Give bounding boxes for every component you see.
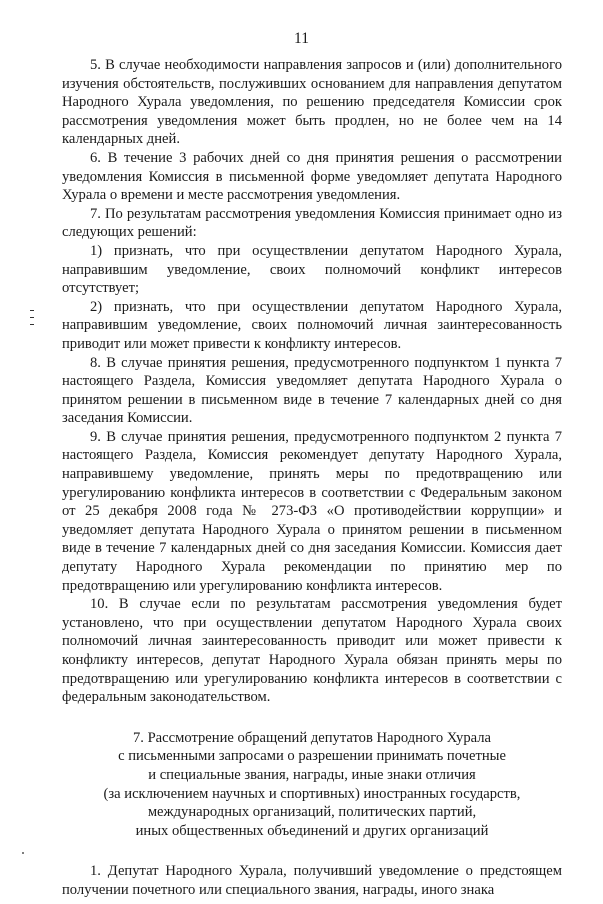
document-body xyxy=(62,56,562,900)
paragraph-7-sub-1: 1) признать, что при осуществлении депутатом Народного Хурала, направившим уведомление, своих полномочий конфликт интересов отсутствует; xyxy=(62,242,562,297)
paragraph-5: 5. В случае необходимости направления запросов и (или) дополнительного изучения обстоятельств, послуживших основанием для направления депутатом Народного Хурала уведомления, по решению председателя Комиссии срок рассмотрения уведомления может быть продлен, но не более чем на 14 календарных дней. xyxy=(62,57,562,148)
paragraph-7-sub-2: 2) признать, что при осуществлении депутатом Народного Хурала, направившим уведомление, своих полномочий личная заинтересованность приводит или может привести к конфликту интересов. xyxy=(62,298,562,352)
heading-line: и специальные звания, награды, иные знаки отличия xyxy=(148,766,476,783)
heading-line: иных общественных объединений и других организаций xyxy=(135,822,489,839)
page-number: 11 xyxy=(294,30,309,47)
heading-line: международных организаций, политических партий, xyxy=(147,804,477,821)
heading-line: (за исключением научных и спортивных) иностранных государств, xyxy=(103,785,521,802)
paragraph-9: 9. В случае принятия решения, предусмотренного подпунктом 2 пункта 7 настоящего Раздела, Комиссия рекомендует депутату Народного Хурала, направившему уведомление, принять меры по предотвращению или урегулированию конфликта интересов в соответствии с Федеральным законом от 25 декабря 2008 года № 273-ФЗ «О противодействии коррупции» и уведомляет депутата Народного Хурала о принятом решении в письменном виде в течение 7 календарных дней со дня заседания Комиссии. Комиссия дает депутату Народного Хурала рекомендации по принятию мер по предотвращению или урегулированию конфликта интересов. xyxy=(62,428,562,594)
paragraph-7: 7. По результатам рассмотрения уведомления Комиссия принимает одно из следующих решений: xyxy=(62,205,562,241)
section-7-paragraph-1: 1. Депутат Народного Хурала, получивший уведомление о предстоящем получении почетного или специального звания, награды, иного знака xyxy=(62,863,562,898)
paragraph-8: 8. В случае принятия решения, предусмотренного подпунктом 1 пункта 7 настоящего Раздела, Комиссия уведомляет депутата Народного Хурала о принятом решении в письменном виде в течение 7 календарных дней со дня заседания Комиссии. xyxy=(62,354,562,427)
paragraph-6: 6. В течение 3 рабочих дней со дня принятия решения о рассмотрении уведомления Комиссия в письменной форме уведомляет депутата Народного Хурала о времени и месте рассмотрения уведомления. xyxy=(62,149,562,204)
section-7-heading xyxy=(62,729,562,841)
heading-line: 7. Рассмотрение обращений депутатов Народного Хурала xyxy=(132,729,492,746)
paragraph-10: 10. В случае если по результатам рассмотрения уведомления будет установлено, что при осуществлении депутатом Народного Хурала своих полномочий личная заинтересованность приводит или может привести к конфликту интересов, депутат Народного Хурала обязан принять меры по предотвращению или урегулированию конфликта интересов в соответствии с федеральным законодательством. xyxy=(62,596,562,706)
scan-artifact xyxy=(22,852,24,854)
heading-line: с письменными запросами о разрешении принимать почетные xyxy=(118,748,506,765)
margin-marks xyxy=(30,310,38,331)
